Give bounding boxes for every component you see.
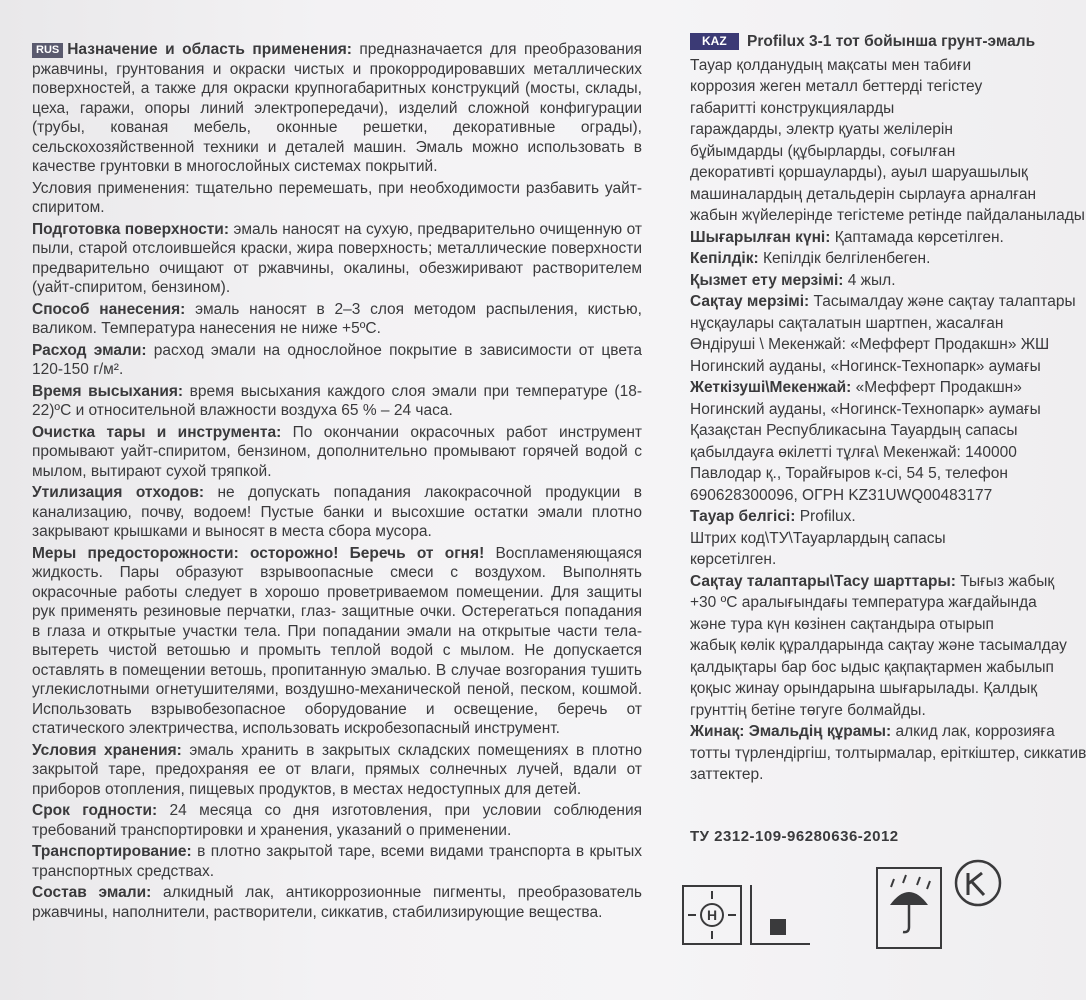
russian-paragraph <box>32 341 642 380</box>
kazakh-heading: Сақтау мерзімі: <box>690 293 810 310</box>
kazakh-line <box>690 357 1041 377</box>
kazakh-text: Өндіруші \ Мекенжай: «Мефферт Продакшн» ЖШ <box>690 336 1050 353</box>
paragraph-text: алкидный лак, антикоррозионные пигменты, преобразователь ржавчины, наполнители, растворители, сиккатив, стабилизирующие вещества. <box>32 884 642 921</box>
kazakh-text: қабылдауға өкілетті тұлға\ Мекенжай: 140000 <box>690 443 1017 461</box>
kazakh-text: Ногинский ауданы, «Ногинск-Технопарк» аумағы <box>690 357 1041 375</box>
kazakh-line <box>690 228 1004 248</box>
paragraph-heading: Способ нанесения: <box>32 300 186 318</box>
lang-tag-rus: RUS <box>32 43 63 58</box>
kazakh-text: заттектер. <box>690 766 764 783</box>
keep-dry-umbrella-icon <box>876 867 942 949</box>
kazakh-text: Ногинский ауданы, «Ногинск-Технопарк» аумағы <box>690 400 1041 418</box>
russian-paragraph <box>32 801 642 840</box>
paragraph-heading: Назначение и область применения: <box>67 41 352 58</box>
russian-paragraph <box>32 382 642 421</box>
paragraph-heading: Очистка тары и инструмента: <box>32 423 282 441</box>
kazakh-text: нұсқаулары сақталатын шартпен, жасалған <box>690 314 1004 332</box>
kazakh-line <box>690 722 1055 742</box>
kazakh-line <box>690 292 1076 312</box>
kazakh-line <box>690 636 1067 656</box>
paragraph-heading: Утилизация отходов: <box>32 484 205 501</box>
kazakh-text: грунттің бетіне төгуге болмайды. <box>690 701 926 719</box>
kazakh-text: бұйымдарды (құбырларды, соғылған <box>690 142 956 160</box>
russian-paragraph <box>32 741 642 800</box>
russian-paragraph <box>32 179 642 218</box>
kazakh-text: Тауар қолданудың мақсаты мен табиғи <box>690 56 972 74</box>
kazakh-title: Profilux 3-1 тот бойынша грунт-эмаль <box>746 33 1036 50</box>
paragraph-text: эмаль хранить в закрытых складских помещениях в плотно закрытой таре, предохраняя ее от влаги, прямых солнечных лучей, вдали от приборов отопления, пищевых продуктов, в местах недоступных для детей. <box>32 741 643 798</box>
paragraph-text: в плотно закрытой таре, всеми видами транспорта в крытых транспортных средствах. <box>32 843 642 880</box>
kazakh-line <box>690 615 1000 635</box>
kazakh-line <box>690 701 1000 721</box>
paragraph-heading: Подготовка поверхности: <box>32 220 229 238</box>
kazakh-text: Тасымалдау және сақтау талаптары <box>809 293 1076 310</box>
eac-certification-icon <box>950 855 1000 915</box>
kazakh-line <box>690 765 1000 785</box>
packaging-symbols <box>680 855 1000 1000</box>
svg-text:H: H <box>706 907 718 923</box>
kazakh-line <box>690 120 1000 140</box>
tu-code: ТУ 2312-109-96280636-2012 <box>690 828 899 845</box>
kazakh-line <box>690 249 1000 269</box>
kazakh-line <box>690 658 1054 678</box>
paragraph-heading: Меры предосторожности: осторожно! Беречь от огня! <box>32 544 485 562</box>
kazakh-line <box>690 744 1086 764</box>
kazakh-text: алкид лак, коррозияға <box>891 723 1055 740</box>
paragraph-text: По окончании окрасочных работ инструмент промывают уайт-спиритом, бензином, дополнительно промывают горячей водой с мылом, вытирают сухой тряпкой. <box>32 423 643 480</box>
kazakh-line <box>690 421 1018 441</box>
kazakh-line <box>690 572 1055 592</box>
kazakh-heading: Қызмет ету мерзімі: <box>690 271 844 289</box>
paragraph-text: эмаль наносят в 2–3 слоя методом распыления, кистью, валиком. Температура нанесения не ниже +5ºC. <box>32 300 642 337</box>
kazakh-text: 690628300096, ОГРН KZ31UWQ00483177 <box>690 486 993 504</box>
kazakh-text: Тығыз жабық <box>955 572 1055 590</box>
kazakh-heading: Жинақ: Эмальдің құрамы: <box>690 723 892 740</box>
kazakh-line <box>690 443 1017 463</box>
kazakh-line <box>690 486 1000 506</box>
kazakh-text: және тура күн көзінен сақтандыра отырып <box>690 615 994 633</box>
russian-paragraph <box>32 220 642 298</box>
kazakh-line <box>690 507 1000 527</box>
kazakh-text: қалдықтары бар бос ыдыс қақпақтармен жабылып <box>690 658 1054 676</box>
kazakh-line <box>690 378 1022 398</box>
lang-tag-kaz: KAZ <box>690 33 739 50</box>
paragraph-heading: Расход эмали: <box>32 341 147 359</box>
kazakh-text: Штрих код\ТУ\Тауарлардың сапасы <box>690 529 946 547</box>
kazakh-line <box>690 679 1038 699</box>
russian-paragraph <box>32 40 642 177</box>
paragraph-text: время высыхания каждого слоя эмали при температуре (18-22)ºC и относительной влажности воздуха 65 % – 24 часа. <box>32 382 642 419</box>
kazakh-text: «Мефферт Продакшн» <box>851 379 1022 396</box>
russian-paragraph <box>32 544 642 739</box>
center-of-gravity-icon <box>682 885 742 945</box>
kazakh-text: декоративті қоршауларды), ауыл шаруашылық <box>690 164 1028 181</box>
kazakh-lines <box>690 56 1086 785</box>
kazakh-line <box>690 593 1037 613</box>
kazakh-line <box>690 271 1000 291</box>
kazakh-text-column <box>690 32 1086 787</box>
paragraph-heading: Время высыхания: <box>32 382 184 400</box>
kazakh-text: коррозия жеген металл беттерді тегістеу <box>690 78 983 95</box>
paragraph-text: эмаль наносят на сухую, предварительно очищенную от пыли, старой отслоившейся краски, жира поверхность; металлические поверхности предварительно очищают от ржавчины, окалины, обезжиривают растворителем (уайт-спиритом, бензином). <box>32 220 642 296</box>
paragraph-text: 24 месяца со дня изготовления, при условии соблюдения требований транспортировки и хранения, указаний о применении. <box>32 802 643 839</box>
kazakh-line <box>690 56 1000 76</box>
russian-text-column <box>32 40 642 924</box>
kazakh-line <box>690 314 1004 334</box>
kazakh-line <box>690 335 1050 355</box>
kazakh-heading: Шығарылған күні: <box>690 228 831 246</box>
paragraph-text: расход эмали на однослойное покрытие в зависимости от цвета 120-150 г/м². <box>32 341 642 378</box>
kazakh-text: көрсетілген. <box>690 551 777 568</box>
paragraph-text: предназначается для преобразования ржавчины, грунтования и окраски чистых и прокорродировавших металлических поверхностей, а также для окраски крупногабаритных конструкций (мосты, склады, цеха, гаражи, опоры линий электропередачи), изделий сложной конфигурации (трубы, кованая мебель, оконные решетки, декоративные ограды), сельскохозяйственной техники и деталей машин. Эмаль можно использовать в качестве грунтовки в многослойных системах покрытий. <box>32 41 642 175</box>
kazakh-text: +30 ºC аралығындағы температура жағдайында <box>690 594 1037 611</box>
kazakh-text: габаритті конструкцияларды <box>690 99 895 117</box>
paragraph-heading: Состав эмали: <box>32 884 152 901</box>
paragraph-heading: Срок годности: <box>32 802 158 819</box>
paragraph-text: Воспламеняющаяся жидкость. Пары образуют взрывоопасные смеси с воздухом. Выполнять окрасочные работы следует в хорошо проветриваемом помещении. Для защиты рук применять резиновые перчатки, глаз- защитные очки. Остерегаться попадания в глаза и открытые участки тела. При попадании эмали на открытые части тела- вытереть чистой ветошью и промыть теплой водой с мылом. Не допускается оставлять в помещении ветошь, пропитанную эмалью. В случае возгорания тушить углекислотными огнетушителями, воздушно-механической пеной, песком, кошмой. Использовать взрывобезопасное оборудование и освещение, беречь от статического электричества, использовать искробезопасный инструмент. <box>32 544 643 737</box>
paragraph-heading: Условия хранения: <box>32 741 182 759</box>
russian-paragraph <box>32 842 642 881</box>
kazakh-text: жабын жүйелерінде тегістеме ретінде пайдаланылады <box>690 207 1085 224</box>
kazakh-text: Profilux. <box>795 508 856 525</box>
kazakh-text: қоқыс жинау орындарына шығарылады. Қалдық <box>690 680 1038 697</box>
paragraph-text: Условия применения: тщательно перемешать, при необходимости разбавить уайт-спиритом. <box>32 179 642 216</box>
kazakh-line <box>690 163 1028 183</box>
kazakh-heading: Тауар белгісі: <box>690 508 796 525</box>
kazakh-line <box>690 77 1000 97</box>
russian-paragraph <box>32 883 642 922</box>
kazakh-text: Павлодар қ., Торайғыров к-сі, 54 5, телефон <box>690 465 1008 482</box>
kazakh-line <box>690 142 1000 162</box>
kazakh-heading: Кепілдік: <box>690 250 759 267</box>
kazakh-text: жабық көлік құралдарында сақтау және тасымалдау <box>690 637 1067 654</box>
kazakh-line <box>690 550 1000 570</box>
kazakh-line <box>690 185 1037 205</box>
kazakh-text: Қаптамада көрсетілген. <box>830 228 1004 246</box>
kazakh-line <box>690 99 1000 119</box>
kazakh-text: гараждарды, электр қуаты желілерін <box>690 121 953 138</box>
kazakh-text: Кепілдік белгіленбеген. <box>758 250 931 267</box>
kazakh-text: Қазақстан Республикасына Тауардың сапасы <box>690 422 1018 439</box>
kazakh-line <box>690 400 1041 420</box>
kazakh-heading: Жеткізуші\Мекенжай: <box>690 379 852 396</box>
russian-paragraph <box>32 423 642 482</box>
kazakh-title-line <box>690 32 1036 52</box>
russian-paragraph <box>32 300 642 339</box>
kazakh-line <box>690 529 1000 549</box>
paragraph-text: не допускать попадания лакокрасочной продукции в канализацию, почву, водоем! Пустые банки и высохшие остатки эмали плотно закрывают крышками и выносят в места сбора мусора. <box>32 484 642 540</box>
stacking-limit-icon <box>750 885 810 945</box>
kazakh-heading: Сақтау талаптары\Тасу шарттары: <box>690 572 956 590</box>
russian-paragraph <box>32 483 642 542</box>
kazakh-text: машиналардың детальдерін сырлауға арналған <box>690 185 1037 203</box>
kazakh-text: 4 жыл. <box>843 271 896 289</box>
kazakh-text: тотты түрлендіргіш, толтырмалар, еріткіштер, сиккатив <box>690 744 1086 762</box>
kazakh-line <box>690 464 1008 484</box>
kazakh-line <box>690 206 1085 226</box>
paragraph-heading: Транспортирование: <box>32 843 192 860</box>
